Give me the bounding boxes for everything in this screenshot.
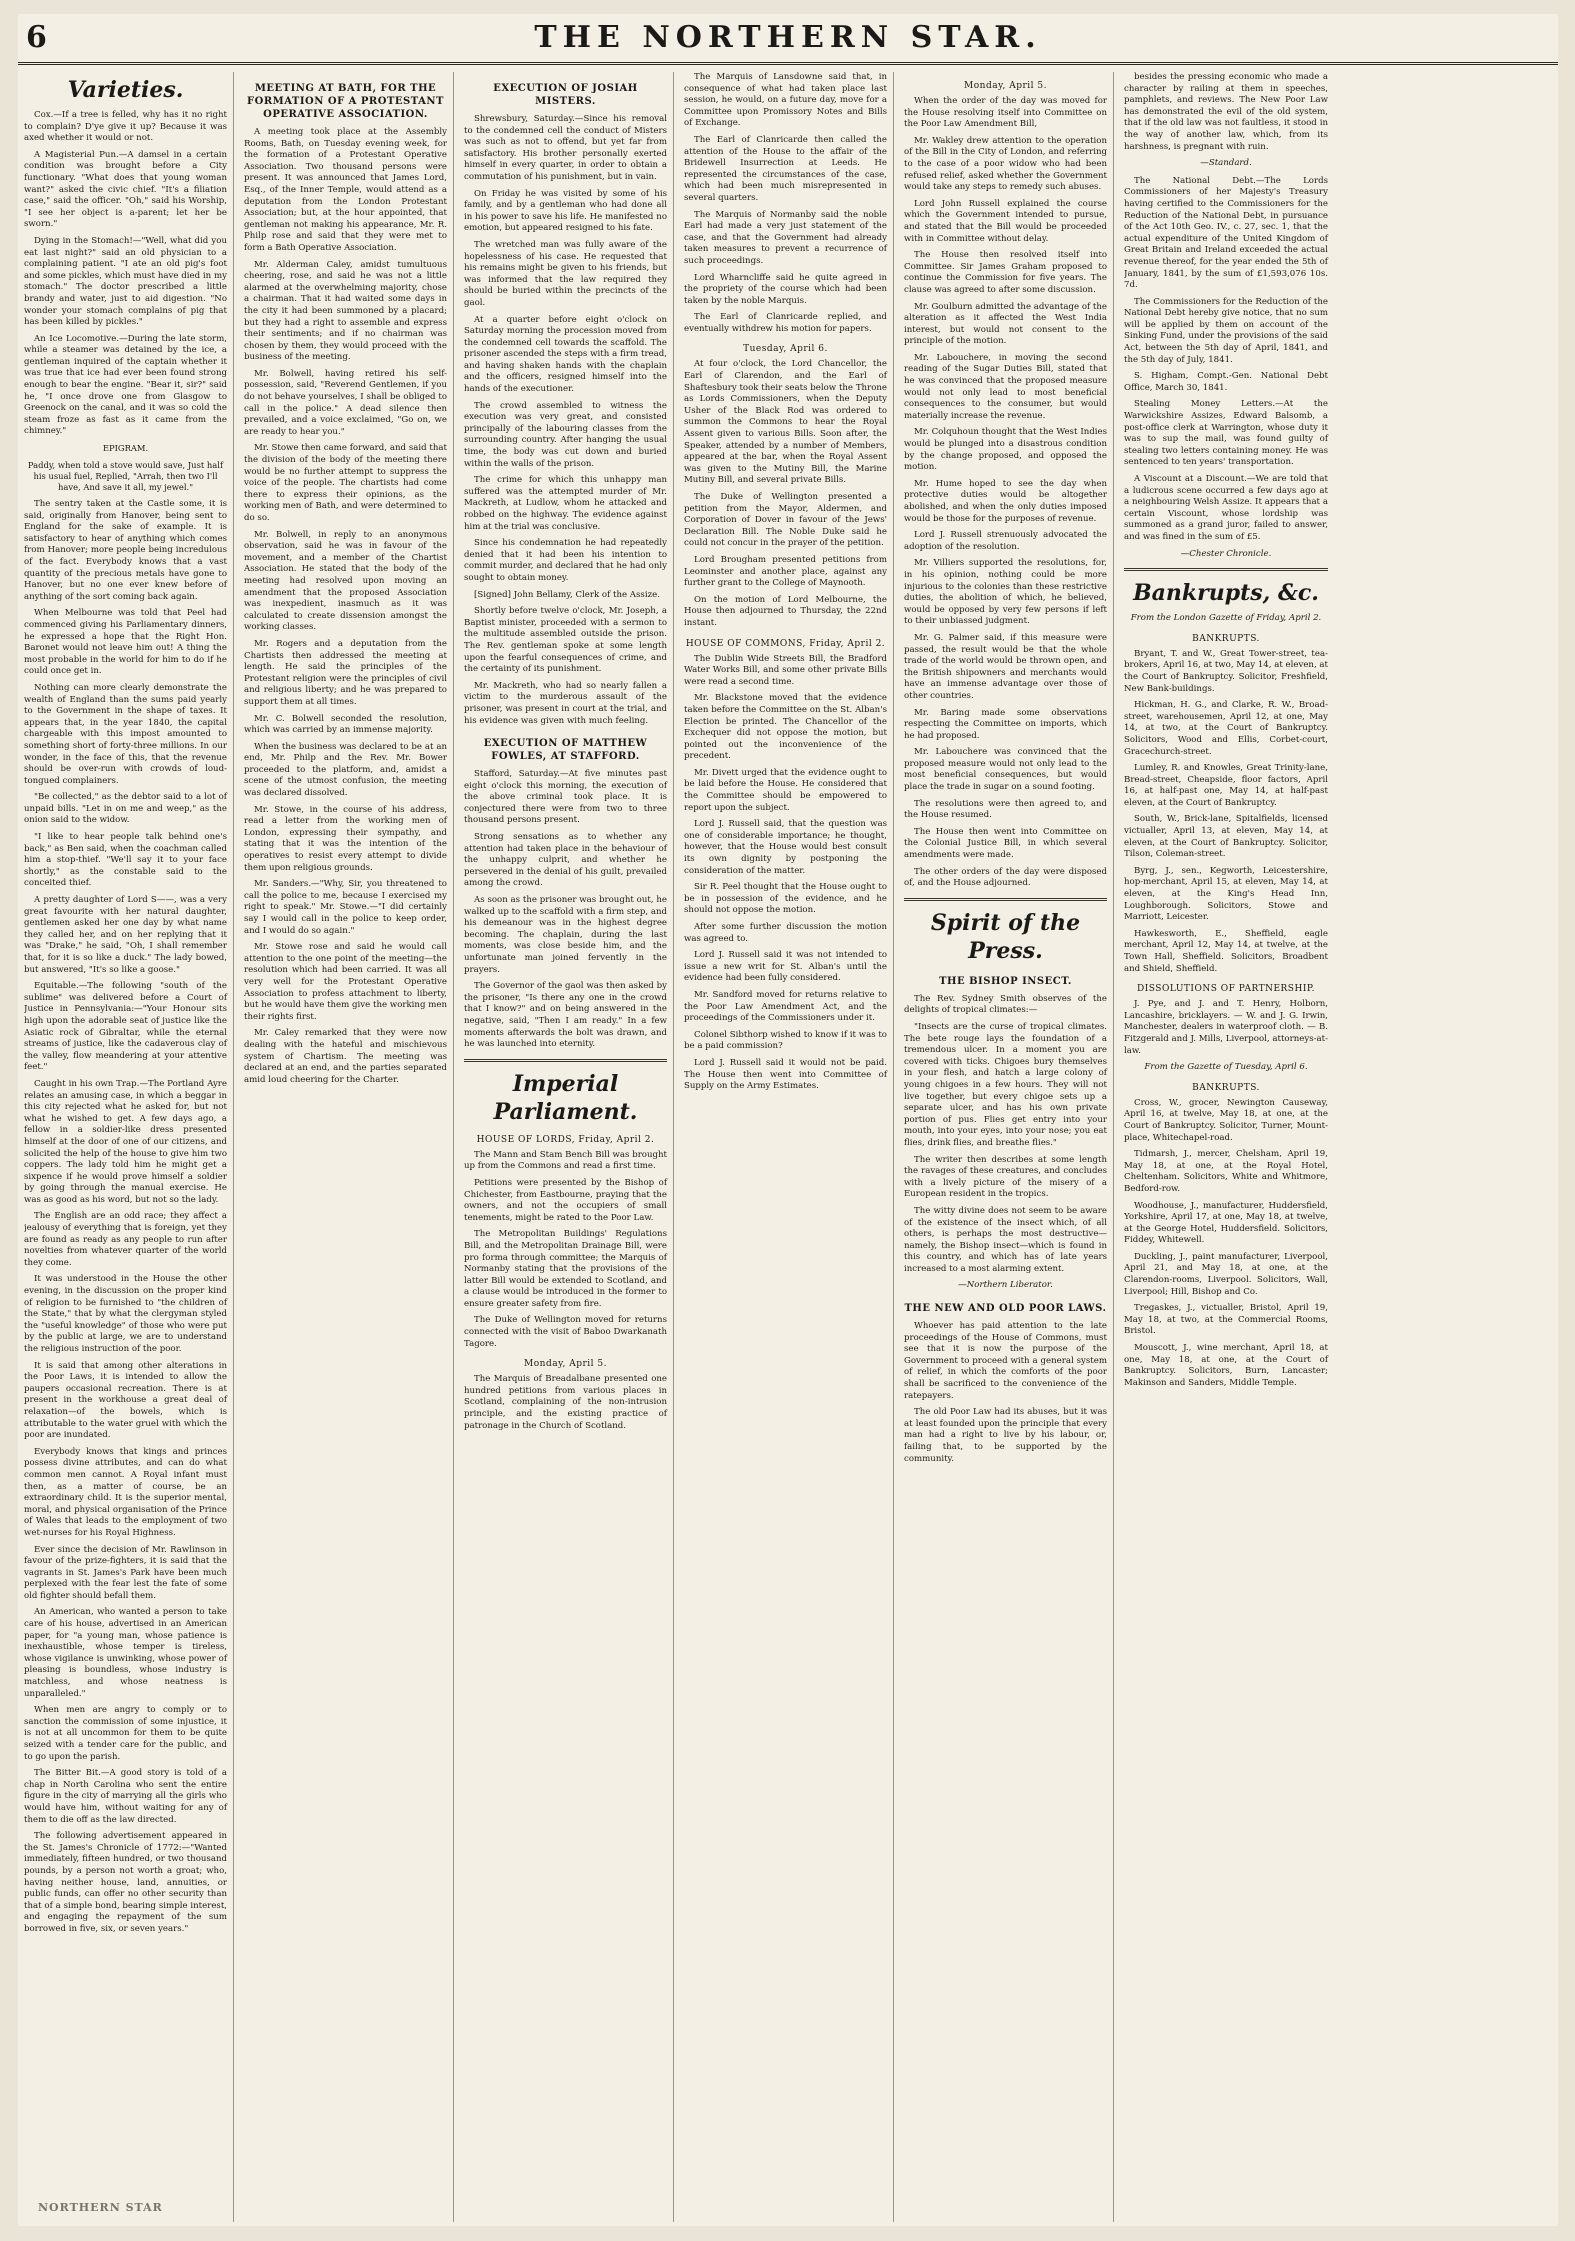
source-line: —Northern Liberator. bbox=[958, 1280, 1053, 1291]
paragraph: Lord John Russell explained the course which the Government intended to pursue, and stated that the Bill would be proceeded with in Committee without delay. bbox=[904, 198, 1107, 244]
paragraph: The resolutions were then agreed to, and the House resumed. bbox=[904, 798, 1107, 821]
epigram: Paddy, when told a stove would save, Just half his usual fuel, Replied, "Arrah, then two I'll have, And save it all, my jewel." bbox=[27, 460, 224, 493]
sub-heading: BANKRUPTS. bbox=[1192, 633, 1260, 644]
paragraph: S. Higham, Compt.-Gen. National Debt Office, March 30, 1841. bbox=[1124, 371, 1328, 393]
paragraph: Strong sensations as to whether any attention had taken place in the behaviour of the unhappy culprit, and whether he persevered in the denial of his guilt, prevailed among the crowd. bbox=[464, 832, 667, 889]
paragraph: When the order of the day was moved for the House resolving itself into Committee on the Poor Law Amendment Bill, bbox=[904, 96, 1107, 130]
newspaper-title: THE NORTHERN STAR. bbox=[534, 20, 1042, 55]
paragraph: Mr. Caley remarked that they were now dealing with the hateful and mischievous system of Chartism. The meeting was declared at an end, and the parties separated amid loud cheering for the Charter. bbox=[244, 1028, 447, 1085]
paragraph: The Marquis of Lansdowne said that, in consequence of what had taken place last session, he would, on a future day, move for a Committee upon Promissory Notes and Bills of Exchange. bbox=[684, 72, 887, 129]
paragraph: Tidmarsh, J., mercer, Chelsham, April 19, May 18, at one, at the Royal Hotel, Cheltenham. Solicitors, White and Whitmore, Bedford-row. bbox=[1124, 1149, 1328, 1194]
paragraph: Mr. Labouchere, in moving the second reading of the Sugar Duties Bill, stated that he was convinced that the proposed measure would not only lead to most beneficial consequences to the consumer, but would materially increase the revenue. bbox=[904, 352, 1107, 421]
paragraph: Duckling, J., paint manufacturer, Liverpool, April 21, and May 18, at one, at the Clarendon-rooms, Liverpool. Solicitors, Wall, Liverpool; Hill, Bishop and Co. bbox=[1124, 1251, 1328, 1297]
sub-heading: HOUSE OF LORDS, Friday, April 2. bbox=[476, 1134, 655, 1145]
paragraph: An American, who wanted a person to take care of his house, advertised in an American paper, for "a young man, whose patience is inexhaustible, whose temper is tireless, whose vigilance is unwinking, whose power of pleasing is boundless, whose industry is matchless, and whose neatness is unparalleled." bbox=[24, 1607, 227, 1699]
paragraph: Mr. G. Palmer said, if this measure were passed, the result would be that the whole trade of the world would be thrown open, and the British shipowners and merchants would have an immense advantage over those of other countries. bbox=[904, 632, 1107, 701]
paragraph: "Insects are the curse of tropical climates. The bete rouge lays the foundation of a tremendous ulcer. In a moment you are covered with ticks. Chigoes bury themselves in your flesh, and hatch a large colony of young chigoes in a few hours. They will not live together, but every chigoe sets up a separate ulcer, and has his own private portion of pus. Flies get entry into your mouth, into your eyes, into your nose; you eat flies, drink flies, and breathe flies." bbox=[904, 1022, 1107, 1148]
paragraph: The Earl of Clanricarde then called the attention of the House to the affair of the Bridewell Insurrection at Leeds. He represented the circumstances of the case, which had been much misrepresented in several quarters. bbox=[684, 134, 887, 203]
paragraph: "I like to hear people talk behind one's back," as Ben said, when the coachman called him a stop-thief. "We'll say it to your face shortly," as the constable said to the conceited thief. bbox=[24, 832, 227, 889]
paragraph: Since his condemnation he had repeatedly denied that it had been his intention to commit murder, and declared that he had only sought to obtain money. bbox=[464, 538, 667, 583]
paragraph: The old Poor Law had its abuses, but it was at least founded upon the principle that every man had a right to live by his labour, or, failing that, to be supported by the community. bbox=[904, 1407, 1107, 1464]
newspaper-page bbox=[18, 14, 1558, 2226]
paragraph: Mouscott, J., wine merchant, April 18, at one, May 18, at one, at the Court of Bankruptcy. Solicitors, Burn, Lancaster; Makinson and Sanders, Middle Temple. bbox=[1124, 1343, 1328, 1388]
paragraph: Shrewsbury, Saturday.—Since his removal to the condemned cell the conduct of Misters was such as not to offend, but yet far from satisfactory. His brother personally exerted himself in every quarter, in order to obtain a commutation of his punishment, but in vain. bbox=[464, 114, 667, 182]
paragraph: Mr. Goulburn admitted the advantage of the alteration as it affected the West India interest, but would not consent to the principle of the motion. bbox=[904, 301, 1107, 347]
paragraph: The House then resolved itself into Committee. Sir James Graham proposed to continue the Commission for five years. The clause was agreed to after some discussion. bbox=[904, 250, 1107, 295]
paragraph: Bryant, T. and W., Great Tower-street, tea-brokers, April 16, at two, May 14, at eleven, at the Court of Bankruptcy. Solicitor, Freshfield, New Bank-buildings. bbox=[1124, 648, 1328, 694]
sub-heading: Tuesday, April 6. bbox=[743, 344, 828, 355]
paragraph: Mr. Divett urged that the evidence ought to be laid before the House. He considered that the Committee should be empowered to report upon the subject. bbox=[684, 767, 887, 813]
sub-heading: DISSOLUTIONS OF PARTNERSHIP. bbox=[1137, 984, 1315, 995]
paragraph: The Mann and Stam Bench Bill was brought up from the Commons and read a first time. bbox=[464, 1149, 667, 1172]
sub-heading: BANKRUPTS. bbox=[1192, 1082, 1260, 1093]
paragraph: Stafford, Saturday.—At five minutes past eight o'clock this morning, the execution of the above criminal took place. It is conjectured there were from two to three thousand persons present. bbox=[464, 769, 667, 826]
source-line: From the London Gazette of Friday, April 2. bbox=[1130, 613, 1322, 624]
paragraph: Mr. Sanders.—"Why, Sir, you threatened to call the police to me, because I exercised my right to speak." Mr. Stowe.—"I did certainly say I would call in the police to keep order, and I would do so again." bbox=[244, 879, 447, 936]
paragraph: At four o'clock, the Lord Chancellor, the Earl of Clarendon, and the Earl of Shaftesbury took their seats below the Throne as Lords Commissioners, when the Deputy Usher of the Black Rod was ordered to summon the Commons to hear the Royal Assent given to various Bills. Soon after, the Speaker, attended by a number of Members, appeared at the bar, when the Royal Assent was given to the Mutiny Bill, the Marine Mutiny Bill, and several private Bills. bbox=[684, 359, 887, 486]
paragraph: It is said that among other alterations in the Poor Laws, it is intended to allow the paupers occasional recreation. There is at present in the workhouse a great deal of relaxation—of the bowels, which is attributable to the water gruel with which the poor are inundated. bbox=[24, 1360, 227, 1441]
paragraph: Lord J. Russell strenuously advocated the adoption of the resolution. bbox=[904, 530, 1107, 552]
masthead bbox=[18, 14, 1558, 65]
paragraph: Hawkesworth, E., Sheffield, eagle merchant, April 12, May 14, at twelve, at the Town Hall, Sheffield. Solicitors, Broadbent and Shield, Sheffield. bbox=[1124, 928, 1328, 974]
paragraph: At a quarter before eight o'clock on Saturday morning the procession moved from the condemned cell towards the scaffold. The prisoner ascended the steps with a firm tread, and having shaken hands with the chaplain and the officers, resigned himself into the hands of the executioner. bbox=[464, 314, 667, 395]
paragraph: An Ice Locomotive.—During the late storm, while a steamer was detained by the ice, a gentleman inquired of the captain whether it was true that ice had ever been found strong enough to bear the engine. "Bear it, sir?" said he, "I once drove one from Glasgow to Greenock on the canal, and it was so cold the steam froze as fast as it came from the chimney." bbox=[24, 333, 227, 437]
paragraph: Mr. Alderman Caley, amidst tumultuous cheering, rose, and said he was not a little alarmed at the overwhelming majority, chose a chairman. That it had waited some days in the city it had been summoned by a placard; but they had a right to assemble and express their sentiments; and if no chairman was chosen by them, they would proceed with the business of the meeting. bbox=[244, 259, 447, 363]
paragraph: Lord J. Russell said, that the question was one of considerable importance; he thought, however, that the House would best consult its own dignity by postponing the consideration of the matter. bbox=[684, 819, 887, 876]
paragraph: The wretched man was fully aware of the hopelessness of his case. He requested that his remains might be given to his friends, but was informed that the law required they should be buried within the precincts of the gaol. bbox=[464, 239, 667, 308]
paragraph: The Dublin Wide Streets Bill, the Bradford Water Works Bill, and some other private Bills were read a second time. bbox=[684, 653, 887, 687]
paragraph: When the business was declared to be at an end, Mr. Philp and the Rev. Mr. Bower proceeded to the platform, and, amidst a scene of the utmost confusion, the meeting was declared dissolved. bbox=[244, 741, 447, 799]
paragraph: When men are angry to comply or to sanction the commission of some injustice, it is not at all uncommon for them to be quite seized with a tender care for the public, and to go upon the parish. bbox=[24, 1705, 227, 1762]
paragraph: Cross, W., grocer, Newington Causeway, April 16, at twelve, May 18, at one, at the Court of Bankruptcy. Solicitor, Turner, Mount-place, Whitechapel-road. bbox=[1124, 1097, 1328, 1143]
paragraph: Mr. Villiers supported the resolutions, for, in his opinion, nothing could be more injurious to the colonies than these restrictive duties, the abolition of which, he believed, would be opposed by very few persons if left to their unbiassed judgment. bbox=[904, 558, 1107, 627]
paragraph: The other orders of the day were disposed of, and the House adjourned. bbox=[904, 866, 1107, 889]
paragraph: Stealing Money Letters.—At the Warwickshire Assizes, Edward Balsomb, a post-office clerk at Warrington, whose duty it was to sup the mail, was found guilty of stealing two letters containing money. He was sentenced to ten years' transportation. bbox=[1124, 399, 1328, 468]
paragraph: The crowd assembled to witness the execution was very great, and consisted principally of the labouring classes from the surrounding country. After hanging the usual time, the body was cut down and buried within the walls of the prison. bbox=[464, 400, 667, 469]
paragraph: The Metropolitan Buildings' Regulations Bill, and the Metropolitan Drainage Bill, were pro forma through committee; the Marquis of Normanby stating that the provisions of the latter Bill would be extended to Scotland, and a clause would be introduced in the former to ensure greater safety from fire. bbox=[464, 1229, 667, 1309]
paragraph: The witty divine does not seem to be aware of the existence of the insect which, of all others, is perhaps the most destructive—namely, the Bishop insect—which is found in this country, and which has of late years increased to a most alarming extent. bbox=[904, 1205, 1107, 1274]
section-heading: Imperial Parliament. bbox=[493, 1070, 638, 1125]
paragraph: Mr. Stowe then came forward, and said that the division of the body of the meeting there would be no further attempt to suppress the voice of the people. The chartists had come there to express their opinions, as the working men of Bath, and were determined to do so. bbox=[244, 443, 447, 523]
paragraph: It was understood in the House the other evening, in the discussion on the proper kind of religion to be furnished to "the children of the State," that by what the clergyman styled the "useful knowledge" of those who were put by the public at large, we are to understand the religious instruction of the poor. bbox=[24, 1274, 227, 1354]
paragraph: After some further discussion the motion was agreed to. bbox=[684, 922, 887, 944]
paragraph: Hickman, H. G., and Clarke, R. W., Broad-street, warehousemen, April 12, at one, May 14, at two, at the Court of Bankruptcy. Solicitors, Wood and Ellis, Corbet-court, Gracechurch-street. bbox=[1124, 700, 1328, 757]
paragraph: The Marquis of Breadalbane presented one hundred petitions from various places in Scotland, complaining of the non-intrusion principle, and the existing practice of patronage in the Church of Scotland. bbox=[464, 1374, 667, 1431]
paragraph: A Magisterial Pun.—A damsel in a certain condition was brought before a City functionary. "What does that young woman want?" asked the civic chief. "It's a filiation case," said the officer. "Oh," said his Worship, "I see her object is a-parent; let her be sworn." bbox=[24, 149, 227, 230]
column-4 bbox=[684, 72, 894, 2222]
paragraph: Mr. Bolwell, in reply to an anonymous observation, said he was in favour of the movement, and a member of the Chartist Association. He stated that the body of the meeting had resolved upon moving an amendment that the proposed Association was inexpedient, inasmuch as it was calculated to create dissension amongst the working classes. bbox=[244, 529, 447, 633]
column-6 bbox=[1124, 72, 1334, 2222]
paragraph: Lord Wharncliffe said he quite agreed in the propriety of the course which had been taken by the noble Marquis. bbox=[684, 272, 887, 306]
section-divider bbox=[464, 1059, 667, 1062]
paragraph: On Friday he was visited by some of his family, and by a gentleman who had done all in his power to save his life. He manifested no emotion, but appeared resigned to his fate. bbox=[464, 188, 667, 234]
paragraph: When Melbourne was told that Peel had commenced giving his Parliamentary dinners, he expressed a hope that the Right Hon. Baronet would not leave him out! A thing the most probable in the world for him to do if he could once get in. bbox=[24, 608, 227, 677]
paragraph: The crime for which this unhappy man suffered was the attempted murder of Mr. Mackreth, at Ludlow, whom he attacked and robbed on the highway. The evidence against him at the trial was conclusive. bbox=[464, 475, 667, 532]
paragraph: A Viscount at a Discount.—We are told that a ludicrous scene occurred a few days ago at a neighbouring Welsh Assize. It appears that a certain Viscount, whose lordship was summoned as a grand juror, failed to answer, and was fined in the sum of £5. bbox=[1124, 474, 1328, 542]
source-line: —Standard. bbox=[1200, 158, 1252, 169]
paragraph: Shortly before twelve o'clock, Mr. Joseph, a Baptist minister, proceeded with a sermon to the multitude assembled outside the prison. The Rev. gentleman spoke at some length upon the fearful consequences of crime, and the certainty of its punishment. bbox=[464, 606, 667, 675]
paragraph: Mr. Baring made some observations respecting the Committee on imports, which he had proposed. bbox=[904, 707, 1107, 741]
sub-heading: HOUSE OF COMMONS, Friday, April 2. bbox=[685, 638, 886, 649]
paragraph: The Earl of Clanricarde replied, and eventually withdrew his motion for papers. bbox=[684, 312, 887, 334]
paragraph: Dying in the Stomach!—"Well, what did you eat last night?" said an old physician to a complaining patient. "I ate an old pig's foot and some pickles, which must have died in my stomach." The doctor prescribed a little brandy and water, just to aid digestion. "No wonder your stomach complains of pig that has been killed by pickles." bbox=[24, 235, 227, 328]
article-heading: THE NEW AND OLD POOR LAWS. bbox=[904, 1303, 1107, 1315]
sub-heading: Monday, April 5. bbox=[524, 1359, 607, 1370]
paragraph: The Commissioners for the Reduction of the National Debt hereby give notice, that no sum will be applied by them on account of the Sinking Fund, under the provisions of the said Act, between the 5th day of April, 1841, and the 5th day of July, 1841. bbox=[1124, 296, 1328, 365]
paragraph: The National Debt.—The Lords Commissioners of her Majesty's Treasury having certified to the Commissioners for the Reduction of the National Debt, in pursuance of the Act 10th Geo. IV., c. 27, sec. 1, that the actual expenditure of the United Kingdom of Great Britain and Ireland exceeded the actual revenue thereof, for the year ended the 5th of January, 1841, by the sum of £1,593,076 10s. 7d. bbox=[1124, 175, 1328, 291]
paragraph: The writer then describes at some length the ravages of these creatures, and concludes with a lively picture of the misery of a European resident in the tropics. bbox=[904, 1154, 1107, 1200]
paragraph: Lord J. Russell said it would not be paid. The House then went into Committee of Supply on the Army Estimates. bbox=[684, 1057, 887, 1092]
paragraph: The Duke of Wellington moved for returns connected with the visit of Baboo Dwarkanath Tagore. bbox=[464, 1315, 667, 1349]
paragraph: Mr. Colquhoun thought that the West Indies would be plunged into a disastrous condition by the change proposed, and opposed the motion. bbox=[904, 427, 1107, 473]
section-divider bbox=[904, 898, 1107, 901]
paragraph: Caught in his own Trap.—The Portland Ayre relates an amusing case, in which a beggar in this city rejected what he asked for, but not what he wished to get. A few days ago, a fellow in a soldier-like dress presented himself at the door of one of our citizens, and solicited the help of the house to give him two coppers. The lady told him he might get a sixpence if he would prove himself a soldier by going through the manual exercise. He was as good as his word, but not so the lady. bbox=[24, 1078, 227, 1205]
paragraph: The Duke of Wellington presented a petition from the Mayor, Aldermen, and Corporation of Dover in favour of the Jews' Declaration Bill. The Noble Duke said he could not concur in the prayer of the petition. bbox=[684, 492, 887, 549]
paragraph: South, W., Brick-lane, Spitalfields, licensed victualler, April 13, at eleven, May 14, at eleven, at the Court of Bankruptcy. Solicitor, Tilson, Coleman-street. bbox=[1124, 814, 1328, 860]
paragraph: Mr. Stowe rose and said he would call attention to the one point of the meeting—the resolution which had been carried. It was all very well for the Protestant Operative Association to profess attachment to liberty, but he would have them give the working men their rights first. bbox=[244, 942, 447, 1022]
source-line: —Chester Chronicle. bbox=[1180, 548, 1272, 559]
paragraph: Lord J. Russell said it was not intended to issue a new writ for St. Alban's until the evidence had been fully considered. bbox=[684, 950, 887, 984]
article-heading: EXECUTION OF MATTHEW FOWLES, AT STAFFORD. bbox=[483, 738, 648, 763]
paragraph: Mr. Rogers and a deputation from the Chartists then addressed the meeting at length. He said the principles of the Protestant religion were the principles of civil and religious liberty; and he was prepared to support them at all times. bbox=[244, 638, 447, 707]
paragraph: A meeting took place at the Assembly Rooms, Bath, on Tuesday evening week, for the formation of a Protestant Operative Association. Two thousand persons were present. It was announced that James Lord, Esq., of the Inner Temple, would attend as a deputation from the London Protestant Association; but, at the hour appointed, that gentleman not making his appearance, Mr. R. Philp rose and said that they were met to form a Bath Operative Association. bbox=[244, 127, 447, 253]
paragraph: Lord Brougham presented petitions from Leominster and another place, against any further grant to the College of Maynooth. bbox=[684, 554, 887, 589]
epigram: EPIGRAM. bbox=[102, 443, 149, 454]
paragraph: "Be collected," as the debtor said to a lot of unpaid bills. "Let in on me and weep," as the onion said to the widow. bbox=[24, 792, 227, 826]
paragraph: Mr. Labouchere was convinced that the proposed measure would not only lead to the most beneficial consequences, but would place the trade in sugar on a sound footing. bbox=[904, 747, 1107, 793]
section-heading: Varieties. bbox=[67, 77, 184, 103]
paragraph: Woodhouse, J., manufacturer, Huddersfield, Yorkshire, April 17, at one, May 18, at twelve, at the George Hotel, Huddersfield. Solicitors, Fiddey, Whitewell. bbox=[1124, 1200, 1328, 1246]
paragraph: Mr. Hume hoped to see the day when protective duties would be altogether abolished, and when the only duties imposed would be those for the purposes of revenue. bbox=[904, 478, 1107, 524]
section-divider bbox=[1124, 568, 1328, 571]
paragraph: A pretty daughter of Lord S——, was a very great favourite with her natural daughter, gentlemen asked her one day by what name they called her, and on her replying that it was "Drake," he said, "Oh, I shall remember that, for it is so like a duck." The lady bowed, but answered, "It's so like a goose." bbox=[24, 895, 227, 975]
paragraph: Cox.—If a tree is felled, why has it no right to complain? D'ye give it up? Because it was axed whether it would or not. bbox=[24, 110, 227, 144]
column-2 bbox=[244, 72, 454, 2222]
paragraph: Tregaskes, J., victualler, Bristol, April 19, May 18, at two, at the Commercial Rooms, Bristol. bbox=[1124, 1303, 1328, 1337]
paragraph: [Signed] John Bellamy, Clerk of the Assize. bbox=[474, 589, 660, 600]
column-5 bbox=[904, 72, 1114, 2222]
paragraph: The sentry taken at the Castle some, it is said, originally from Hanover, being sent to England for the sake of example. It is satisfactory to hear of anything which comes from Hanover; more people being incredulous of the fact. Everybody knows that a vast quantity of the precious metals have gone to Hanover, but no one ever knew before of anything of the sort coming back again. bbox=[24, 499, 227, 602]
paragraph: The Rev. Sydney Smith observes of the delights of tropical climates:— bbox=[904, 993, 1107, 1016]
paragraph: Mr. C. Bolwell seconded the resolution, which was carried by an immense majority. bbox=[244, 713, 447, 736]
paragraph: Equitable.—The following "south of the sublime" was delivered before a Court of Justice in Pennsylvania:—"Your Honour sits high upon the adorable seat of justice like the Asiatic rock of Gibraltar, while the eternal streams of justice, like the cadaverous clay of the valley, flow meandering at your attentive feet." bbox=[24, 981, 227, 1073]
paragraph: Mr. Mackreth, who had so nearly fallen a victim to the murderous assault of the prisoner, was present in court at the trial, and his evidence was given with much feeling. bbox=[464, 680, 667, 726]
article-heading: THE BISHOP INSECT. bbox=[939, 975, 1072, 987]
paragraph: Ever since the decision of Mr. Rawlinson in favour of the prize-fighters, it is said that the vagrants in St. James's Park have been much perplexed with the fear lest the fate of some old fighter should befall them. bbox=[24, 1544, 227, 1601]
paragraph: The English are an odd race; they affect a jealousy of everything that is foreign, yet they are found as ready as any people to run after novelties from whatever quarter of the world they come. bbox=[24, 1211, 227, 1268]
paragraph: Mr. Sandford moved for returns relative to the Poor Law Amendment Act, and the proceedings of the Commissioners under it. bbox=[684, 989, 887, 1024]
columns-container bbox=[24, 72, 1552, 2222]
paragraph: Byrg, J., sen., Kegworth, Leicestershire, hop-merchant, April 15, at eleven, May 14, at eleven, at the King's Head Inn, Loughborough. Solicitors, Stowe and Marriott, Leicester. bbox=[1124, 865, 1328, 923]
paragraph: Mr. Bolwell, having retired his self-possession, said, "Reverend Gentlemen, if you do not behave yourselves, I shall be obliged to call in the police." A dead silence then prevailed, and a voice exclaimed, "Go on, we are ready to hear you." bbox=[244, 368, 447, 437]
library-stamp: NORTHERN STAR bbox=[38, 2201, 163, 2214]
paragraph: Mr. Wakley drew attention to the operation of the Bill in the City of London, and referring to the case of a poor widow who had been refused relief, asked whether the Government would take any steps to remedy such abuses. bbox=[904, 135, 1107, 193]
paragraph: Whoever has paid attention to the late proceedings of the House of Commons, must see that it is now the purpose of the Government to proceed with a general system of relief, in which the comforts of the poor shall be sacrificed to the convenience of the ratepayers. bbox=[904, 1321, 1107, 1401]
sub-heading: Monday, April 5. bbox=[964, 81, 1047, 91]
paragraph: J. Pye, and J. and T. Henry, Holborn, Lancashire, bricklayers. — W. and J. G. Irwin, Manchester, dealers in waterproof cloth. — B. Fitzgerald and J. Mills, Liverpool, attorneys-at-law. bbox=[1124, 999, 1328, 1056]
paragraph: The Bitter Bit.—A good story is told of a chap in North Carolina who sent the entire figure in the city of marrying all the girls who would have him, without waiting for any of them to die off as the law directed. bbox=[24, 1768, 227, 1825]
paragraph: As soon as the prisoner was brought out, he walked up to the scaffold with a firm step, and his demeanour was in the highest degree becoming. The chaplain, during the last moments, was close beside him, and the unfortunate man joined fervently in the prayers. bbox=[464, 895, 667, 975]
paragraph: The House then went into Committee on the Colonial Justice Bill, in which several amendments were made. bbox=[904, 826, 1107, 861]
paragraph: Nothing can more clearly demonstrate the wealth of England than the sums paid yearly to the Government in the shape of taxes. It appears that, in the year 1840, the capital chargeable with this impost amounted to something short of forty-three millions. In our wonder, in the face of this, that the revenue should be over-run with crowds of loud-tongued complainers. bbox=[24, 682, 227, 786]
column-3 bbox=[464, 72, 674, 2222]
section-heading: Spirit of the Press. bbox=[930, 909, 1081, 964]
paragraph: The following advertisement appeared in the St. James's Chronicle of 1772:—"Wanted immediately, fifteen hundred, or two thousand pounds, by a person not worth a groat; who, having neither house, land, annuities, or public funds, can offer no other security than that of a simple bond, bearing simple interest, and engaging the repayment of the sum borrowed in five, six, or seven years." bbox=[24, 1831, 227, 1934]
paragraph: Colonel Sibthorp wished to know if it was to be a paid commission? bbox=[684, 1029, 887, 1052]
paragraph: Petitions were presented by the Bishop of Chichester, from Eastbourne, praying that the owners, and not the occupiers of small tenements, might be rated to the Poor Law. bbox=[464, 1177, 667, 1223]
paragraph: Mr. Blackstone moved that the evidence taken before the Committee on the St. Alban's Election be printed. The Chancellor of the Exchequer did not oppose the motion, but pointed out the inconvenience of the precedent. bbox=[684, 693, 887, 762]
page-number: 6 bbox=[26, 20, 47, 55]
paragraph: On the motion of Lord Melbourne, the House then adjourned to Thursday, the 22nd instant. bbox=[684, 594, 887, 628]
paragraph: Mr. Stowe, in the course of his address, read a letter from the working men of London, expressing their sympathy, and stating that it was the intention of the operatives to resist every attempt to divide them upon religious grounds. bbox=[244, 804, 447, 873]
paragraph: Lumley, R. and Knowles, Great Trinity-lane, Bread-street, Cheapside, floor factors, April 16, at half-past one, May 14, at half-past eleven, at the Court of Bankruptcy. bbox=[1124, 763, 1328, 808]
paragraph: Sir R. Peel thought that the House ought to be in possession of the evidence, and he should not oppose the motion. bbox=[684, 882, 887, 916]
article-heading: MEETING AT BATH, FOR THE FORMATION OF A PROTESTANT OPERATIVE ASSOCIATION. bbox=[247, 83, 444, 120]
article-heading: EXECUTION OF JOSIAH MISTERS. bbox=[493, 83, 638, 107]
source-line: From the Gazette of Tuesday, April 6. bbox=[1144, 1062, 1308, 1073]
paragraph: The Marquis of Normanby said the noble Earl had made a very just statement of the case, and that the Government had already taken measures to prevent a recurrence of such proceedings. bbox=[684, 209, 887, 266]
section-heading: Bankrupts, &c. bbox=[1133, 580, 1319, 607]
paragraph: besides the pressing economic who made a character by railing at them in speeches, pamphlets, and reviews. The New Poor Law has demonstrated the evil of the old system, that if the old law was not faultless, it stood in the way of another law, which, from its harshness, is pregnant with ruin. bbox=[1124, 72, 1328, 152]
column-1 bbox=[24, 72, 234, 2222]
paragraph: Everybody knows that kings and princes possess divine attributes, and can do what common men cannot. A Royal infant must then, as a matter of course, be an extraordinary child. It is the superior mental, moral, and physical organisation of the Prince of Wales that leads to the employment of two wet-nurses for his Royal Highness. bbox=[24, 1446, 227, 1538]
paragraph: The Governor of the gaol was then asked by the prisoner, "Is there any one in the crowd that I know?" and on being answered in the negative, said, "Then I am ready." In a few moments afterwards the bolt was drawn, and he was launched into eternity. bbox=[464, 981, 667, 1050]
